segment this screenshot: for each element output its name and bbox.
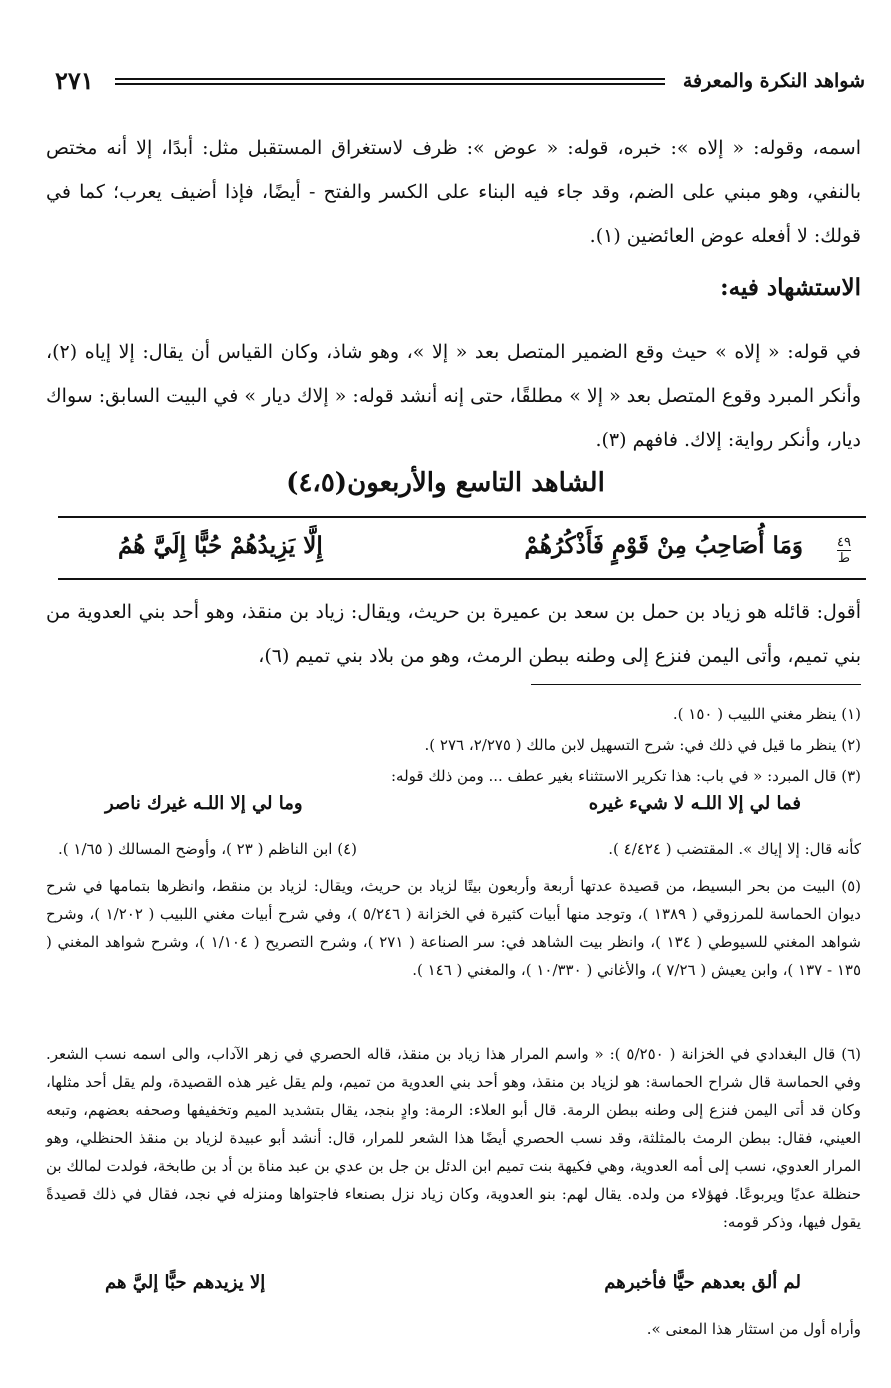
verse-first-hemistich: وَمَا أُصَاحِبُ مِنْ قَوْمٍ فَأَذْكُرُهُمْ: [524, 532, 803, 559]
verse-meter-mark: ط: [838, 551, 851, 566]
verse-top-rule: [58, 516, 866, 518]
footnote-3-verse-first: فما لي إلا اللـه لا شيء غيره: [588, 793, 801, 814]
footnote-6-verse-second: إلا يزيدهم حبًّا إليَّ هم: [105, 1272, 266, 1293]
footnote-3-end: كأنه قال: إلا إياك ». المقتضب ( ٤/٤٢٤ ).: [608, 840, 861, 858]
footnote-6-end: وأراه أول من استثار هذا المعنى ».: [646, 1320, 861, 1338]
footnote-6: (٦) قال البغدادي في الخزانة ( ٥/٢٥٠ ): « واسم المرار هذا زياد بن منقذ، قاله الحصري في زهر الآداب، والى اسمه نسب الشعر. وفي الحماسة قال شراح الحماسة: هو لزياد بن منقذ، وهو أحد بني العدوية من تميم، ولم يقل غير هذه القصيدة، ولم يقل أحد مثلها، وكان قد أتى اليمن فنزع إلى وطنه ببطن الرمة. قال أبو العلاء: الرمة: وادٍ بنجد، يقال بتشديد الميم وتخفيفها وصحفه بعضهم، وتبعه العيني، فقال: ببطن الرمث بالمثلثة، وقد نسب الحصري أيضًا هذا الشعر للمرار، قال: أنشد أبو عبيدة لزياد بن منقذ الحنظلي، وهو المرار العدوي، نسب إلى أمه العدوية، وهي فكيهة بنت تميم ابن الدئل بن جل بن عدي بن عبد مناة بن أد بن طابخة، فولدت لمالك بن حنظلة عديًا ويربوعًا. فهؤلاء من ولده. يقال لهم: بنو العدوية، وكان زياد نزل بصنعاء فاجتواها ومنزله في نجد، فقال في ذلك قصيدةً يقول فيها، وذكر قومه:: [46, 1045, 862, 1231]
verse-number-value: ٤٩: [837, 535, 851, 550]
footnote-separator: [531, 684, 861, 685]
footnote-6-verse-first: لم ألق بعدهم حيًّا فأخبرهم: [604, 1272, 801, 1293]
running-header: [55, 66, 865, 100]
footnote-3-verse-second: وما لي إلا اللـه غيرك ناصر: [105, 793, 303, 814]
verse-second-hemistich: إِلَّا يَزِيدُهُمْ حُبًّا إِلَيَّ هُمُ: [118, 532, 323, 559]
header-rule: [115, 78, 665, 80]
paragraph-intro: اسمه، وقوله: « إلاه »: خبره، قوله: « عوض »: ظرف لاستغراق المستقبل مثل: أبدًا، إلا أنه مختص بالنفي، وهو مبني على الضم، وقد جاء فيه البناء على الكسر والفتح - أيضًا، فإذا أضيف يعرب؛ كما في قولك: لا أفعله عوض العائضين (١).: [46, 137, 862, 247]
verse-number: [837, 536, 851, 566]
footnote-3: (٣) قال المبرد: « في باب: هذا تكرير الاستثناء بغير عطف ... ومن ذلك قوله:: [391, 767, 861, 785]
footnote-5: (٥) البيت من بحر البسيط، من قصيدة عدتها أربعة وأربعون بيتًا لزياد بن حريث، ويقال: لزياد بن منقط، وانظرها بتمامها في شرح ديوان الحماسة للمرزوقي ( ١٣٨٩ )، وتوجد منها أبيات كثيرة في الخزانة ( ٥/٢٤٦ )، وفي شرح أبيات مغني اللبيب ( ١/٢٠٢ )، وشرح شواهد المغني للسيوطي ( ١٣٤ )، وانظر بيت الشاهد في: سر الصناعة ( ٢٧١ )، وشرح التصريح ( ١/١٠٤ )، وشرح شواهد المغني ( ١٣٥ - ١٣٧ )، وابن يعيش ( ٧/٢٦ )، والأغاني ( ١٠/٣٣٠ )، والمغني ( ١٤٦ ).: [46, 877, 861, 979]
paragraph-istishhad: في قوله: « إلاه » حيث وقع الضمير المتصل بعد « إلا »، وهو شاذ، وكان القياس أن يقال: إلا إياه (٢)، وأنكر المبرد وقوع المتصل بعد « إلا » مطلقًا، حتى إنه أنشد قوله: « إلاك ديار » في البيت السابق: سواك ديار، وأنكر رواية: إلاك. فافهم (٣).: [46, 341, 861, 451]
page-number: ٢٧١: [55, 66, 94, 95]
paragraph-aqul: أقول: قائله هو زياد بن حمل بن سعد بن عميرة بن حريث، ويقال: زياد بن منقذ، وهو أحد بني العدوية من بني تميم، وأتى اليمن فنزع إلى وطنه ببطن الرمث، وهو من بلاد بني تميم (٦)،: [46, 601, 861, 667]
header-rule-second: [115, 83, 665, 85]
footnote-4: (٤) ابن الناظم ( ٢٣ )، وأوضح المسالك ( ١/٦٥ ).: [58, 840, 358, 858]
footnote-2: (٢) ينظر ما قيل في ذلك في: شرح التسهيل لابن مالك ( ٢/٢٧٥، ٢٧٦ ).: [424, 736, 861, 754]
shahid-title: الشاهد التاسع والأربعون(٤،٥): [286, 468, 605, 498]
header-title: شواهد النكرة والمعرفة: [682, 70, 865, 92]
section-heading-istishhad: الاستشهاد فيه:: [720, 274, 861, 301]
verse-bottom-rule: [58, 578, 866, 580]
footnote-1: (١) ينظر مغني اللبيب ( ١٥٠ ).: [672, 705, 861, 723]
